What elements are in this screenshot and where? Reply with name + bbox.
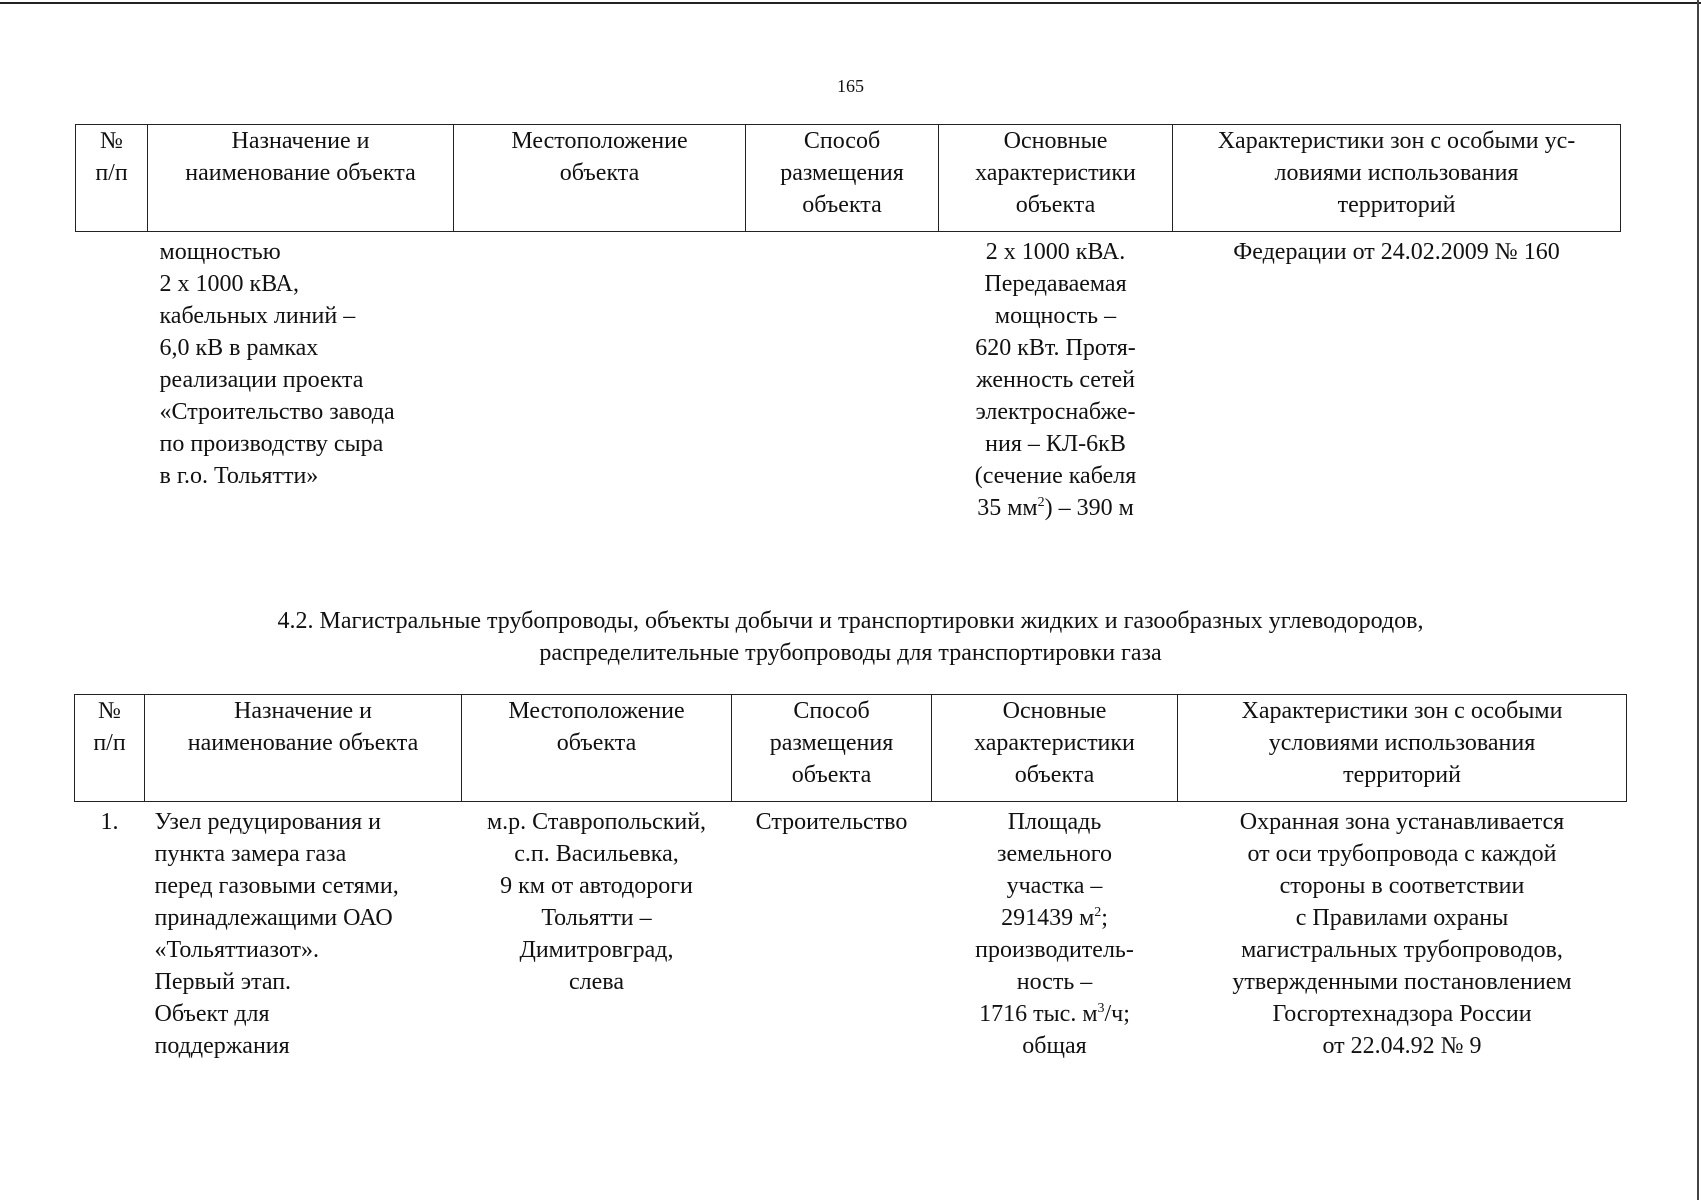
table-row [75, 802, 1627, 1063]
header-method: Способ размещения объекта [746, 125, 939, 232]
cell-characteristics [939, 232, 1173, 525]
characteristics-text: 2 х 1000 кВА. Передаваемая мощность – 620 кВт. Протя- женность сетей электроснабже- ния – КЛ-6кВ (сечение кабеля [974, 239, 1137, 489]
header-num: № п/п [76, 125, 148, 232]
table-1-header-row [76, 125, 1621, 232]
cell-name: мощностью 2 х 1000 кВА, кабельных линий – 6,0 кВ в рамках реализации проекта «Строительство завода по производству сыра в г.о. Тольятти» [159, 239, 395, 489]
cell-location: м.р. Ставропольский, с.п. Васильевка, 9 км от автодороги Тольятти – Димитровград, слева [486, 809, 707, 995]
header-zones: Характеристики зон с особыми условиями использования территорий [1178, 695, 1627, 802]
header-location: Местоположение объекта [454, 125, 746, 232]
header-name: Назначение и наименование объекта [145, 695, 462, 802]
header-num: № п/п [75, 695, 145, 802]
header-zones: Характеристики зон с особыми ус- ловиями использования территорий [1173, 125, 1621, 232]
cell-name: Узел редуцирования и пункта замера газа перед газовыми сетями, принадлежащими ОАО «Тольяттиазот». Первый этап. Объект для поддержания [154, 809, 399, 1059]
table-row [76, 232, 1621, 525]
top-border-line [0, 2, 1701, 4]
section-heading-line-1: 4.2. Магистральные трубопроводы, объекты добычи и транспортировки жидких и газообразных углеводородов, [277, 608, 1424, 634]
right-border-line [1697, 0, 1699, 1200]
table-2 [74, 694, 1627, 1062]
cell-method: Строительство [755, 809, 908, 835]
cell-characteristics: Площадь земельного участка – 291439 $м^2$; производитель- ность – 1716 тыс. $м^3/ч$; общая [975, 809, 1134, 1059]
section-heading-line-2: распределительные трубопроводы для транспортировки газа [539, 640, 1162, 666]
header-method: Способ размещения объекта [732, 695, 932, 802]
cell-zones: Федерации от 24.02.2009 № 160 [1233, 239, 1560, 265]
table-2-header-row [75, 695, 1627, 802]
table-1 [75, 124, 1621, 524]
header-characteristics: Основные характеристики объекта [939, 125, 1173, 232]
cell-zones: Охранная зона устанавливается от оси трубопровода с каждой стороны в соответствии с Правилами охраны магистральных трубопроводов, утвержденными постановлением Госгортехнадзора России от 22.04.92 № 9 [1232, 809, 1572, 1059]
cell-num: 1. [100, 809, 119, 835]
section-heading [0, 605, 1701, 669]
characteristics-last-line: 35 $мм^2) - 390$ м [977, 495, 1134, 521]
header-location: Местоположение объекта [462, 695, 732, 802]
header-name: Назначение и наименование объекта [148, 125, 454, 232]
page-number: 165 [837, 76, 864, 96]
header-characteristics: Основные характеристики объекта [932, 695, 1178, 802]
